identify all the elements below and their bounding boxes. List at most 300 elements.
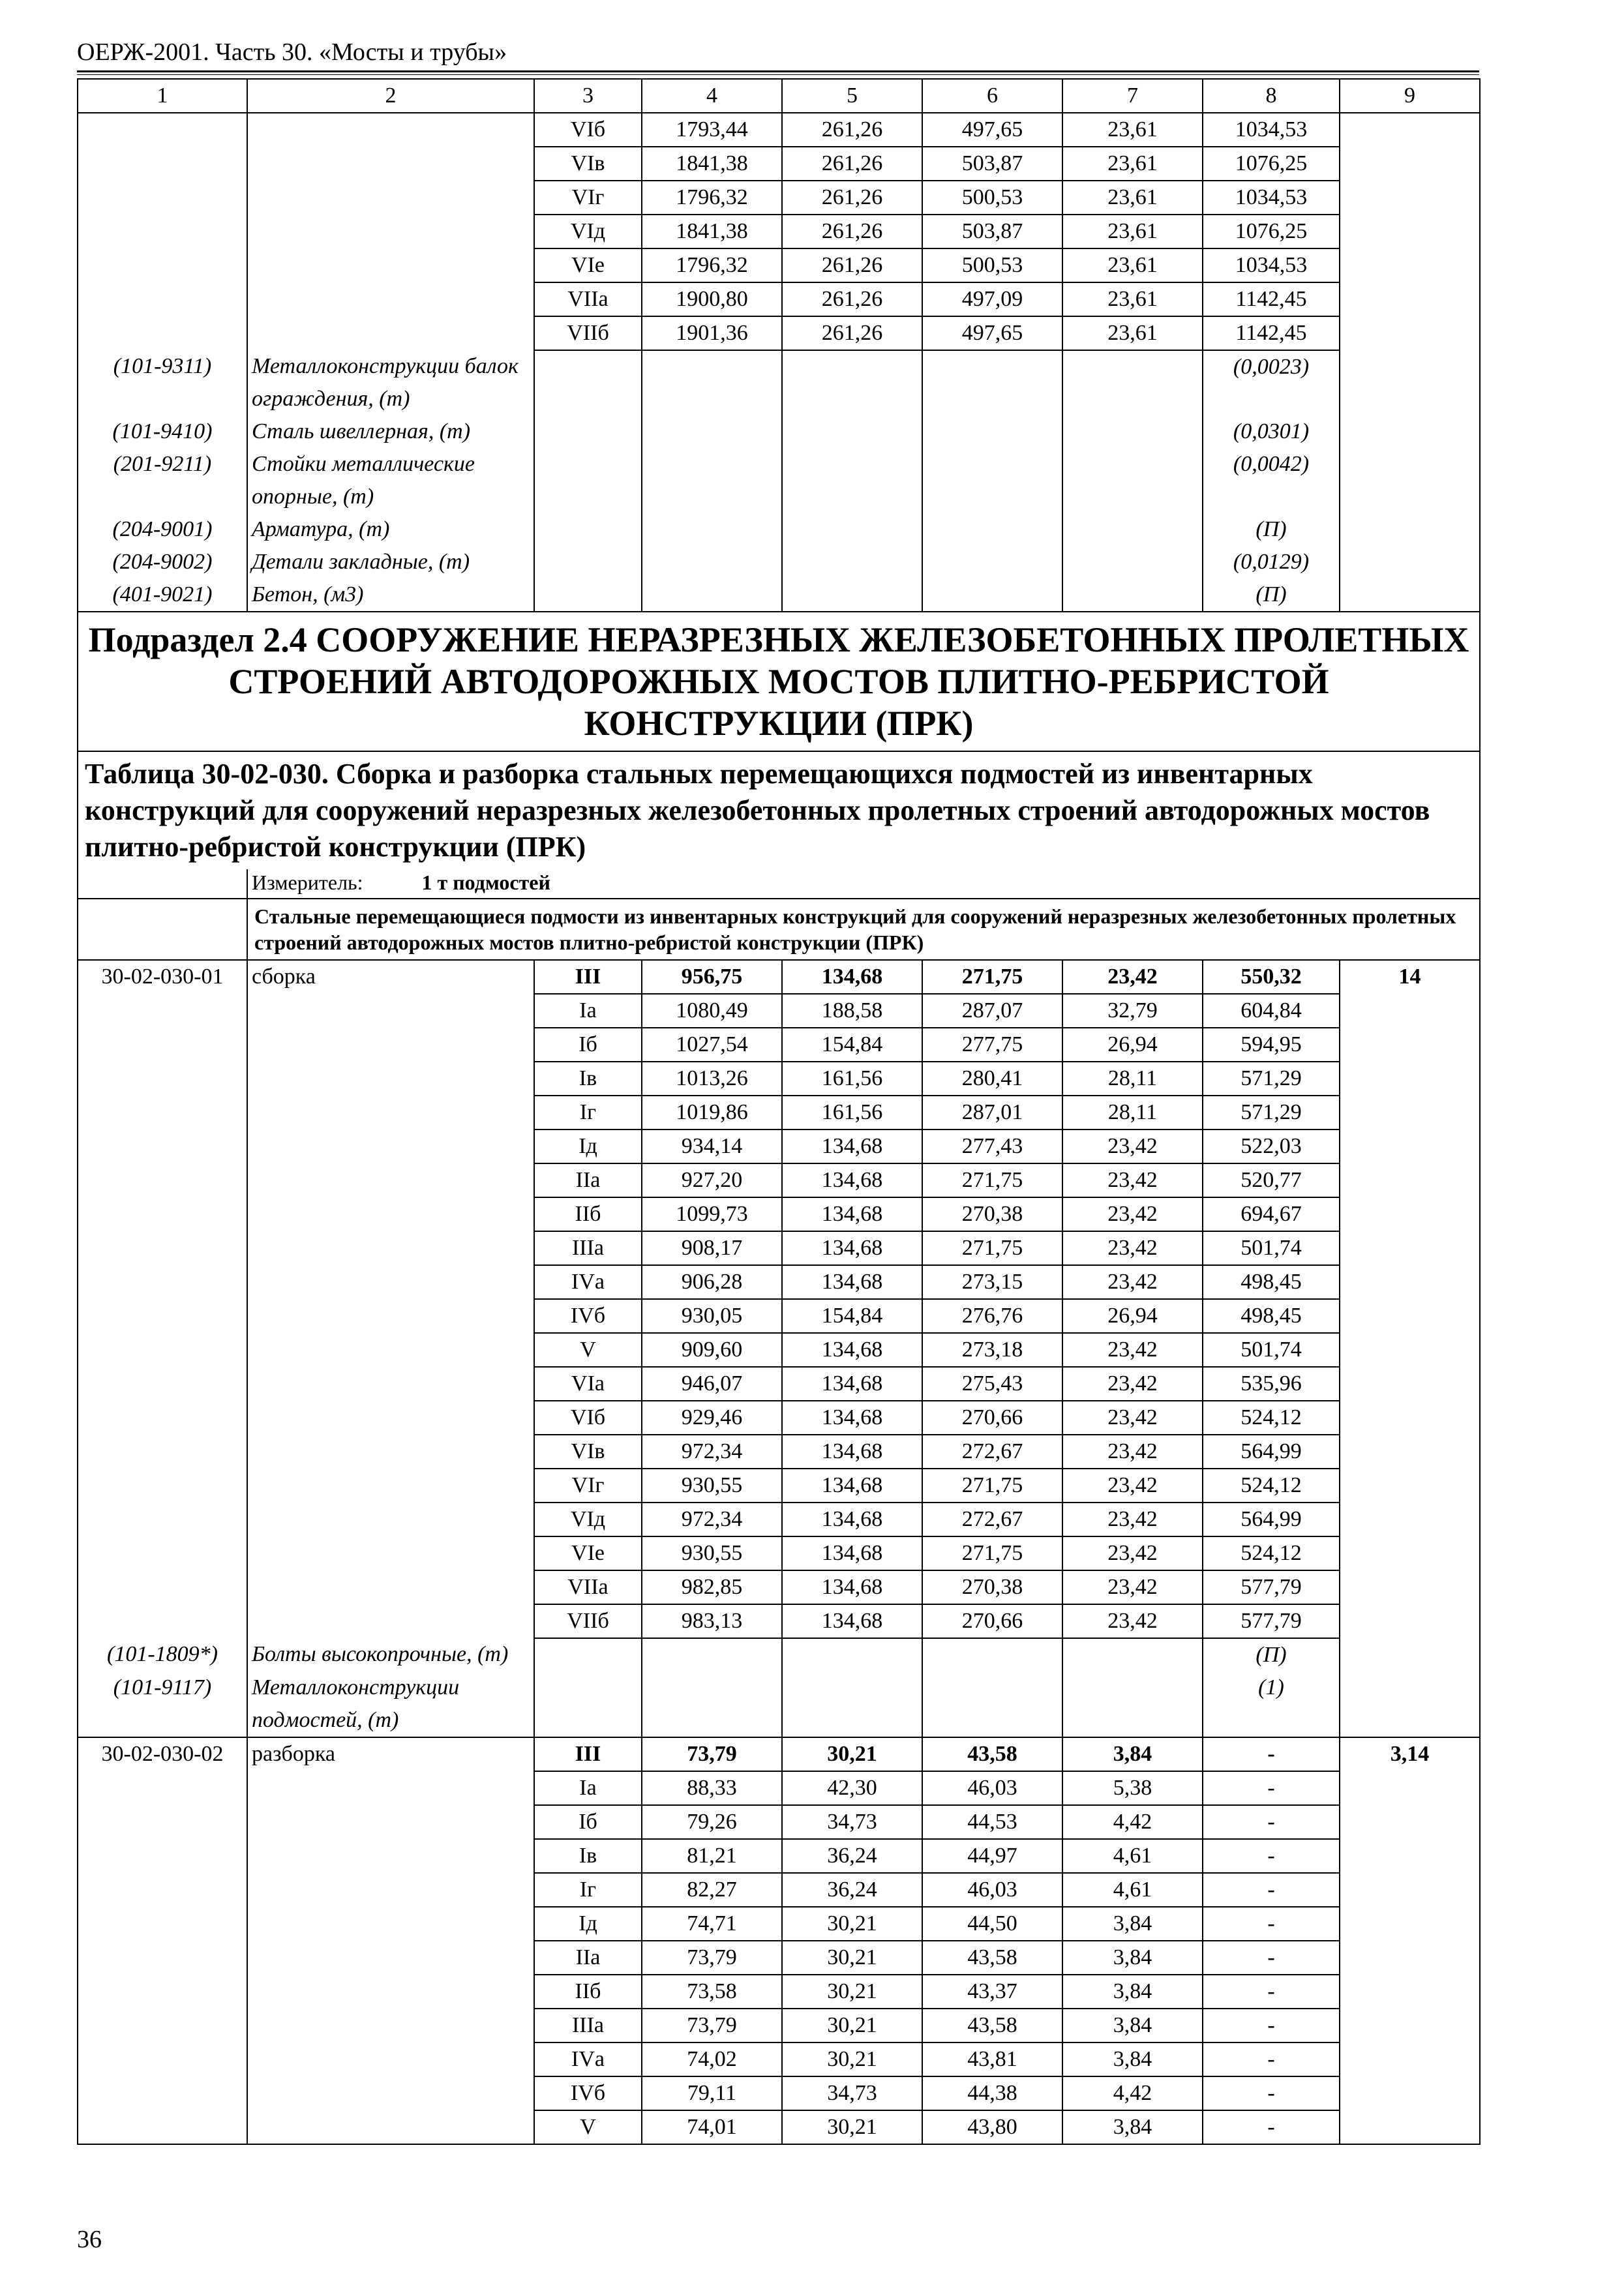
norm-value: 23,61	[1062, 215, 1203, 248]
col9-value	[1340, 1163, 1480, 1197]
norm-value: 272,67	[922, 1435, 1062, 1469]
table-row	[78, 1975, 1480, 2009]
item-name	[247, 1163, 534, 1197]
norm-value: 272,67	[922, 1503, 1062, 1536]
item-code	[78, 1333, 247, 1367]
norm-value: 79,26	[642, 1805, 782, 1839]
table-row	[78, 1503, 1480, 1536]
norm-value: 44,50	[922, 1907, 1062, 1941]
zone-code: VIг	[534, 181, 642, 215]
norm-value: 134,68	[782, 1536, 922, 1570]
norm-value: 550,32	[1203, 960, 1340, 994]
empty-cell	[1062, 350, 1203, 415]
table-row	[78, 1570, 1480, 1604]
norm-value: 604,84	[1203, 994, 1340, 1028]
table-row	[78, 1805, 1480, 1839]
norm-value: 270,38	[922, 1570, 1062, 1604]
col9-value	[1340, 1469, 1480, 1503]
col9-value	[1340, 1873, 1480, 1907]
header-rule	[77, 70, 1479, 72]
norm-value: 956,75	[642, 960, 782, 994]
resource-value: (0,0129)	[1203, 546, 1340, 578]
norm-value: 74,01	[642, 2110, 782, 2144]
norm-value: 972,34	[642, 1435, 782, 1469]
running-header: ОЕРЖ-2001. Часть 30. «Мосты и трубы»	[77, 38, 507, 66]
norm-value: 277,43	[922, 1130, 1062, 1163]
empty-cell	[1062, 513, 1203, 546]
norm-value: 43,58	[922, 1941, 1062, 1975]
empty-cell	[1340, 350, 1480, 415]
empty-cell	[1062, 546, 1203, 578]
resource-row	[78, 546, 1480, 578]
empty-cell	[922, 350, 1062, 415]
empty-cell	[1062, 578, 1203, 612]
norm-value: 3,84	[1062, 1907, 1203, 1941]
empty-cell	[922, 415, 1062, 448]
resource-name: Арматура, (т)	[247, 513, 534, 546]
norm-value: -	[1203, 2042, 1340, 2076]
resource-row	[78, 448, 1480, 513]
zone-code: IIб	[534, 1975, 642, 2009]
zone-code: VIв	[534, 1435, 642, 1469]
norm-value: 23,61	[1062, 248, 1203, 282]
col9-value	[1340, 1975, 1480, 2009]
norm-value: 271,75	[922, 1536, 1062, 1570]
zone-code: VIд	[534, 215, 642, 248]
resource-code: (101-9311)	[78, 350, 247, 415]
description: Стальные перемещающиеся подмости из инвентарных конструкций для сооружений неразрезных железобетонных пролетных строений автодорожных мостов плитно-ребристой конструкции (ПРК)	[247, 899, 1480, 960]
col9-value	[1340, 282, 1480, 316]
item-code	[78, 1231, 247, 1265]
meter-label: Измеритель:	[252, 871, 363, 894]
norm-value: 30,21	[782, 1941, 922, 1975]
norm-value: 44,97	[922, 1839, 1062, 1873]
item-code	[78, 2042, 247, 2076]
norm-value: 271,75	[922, 1469, 1062, 1503]
norm-value: 1841,38	[642, 147, 782, 181]
norm-value: -	[1203, 2009, 1340, 2042]
norm-value: 23,42	[1062, 1333, 1203, 1367]
resource-name: Бетон, (м3)	[247, 578, 534, 612]
norm-value: 271,75	[922, 1163, 1062, 1197]
norm-value: 81,21	[642, 1839, 782, 1873]
norm-value: 1034,53	[1203, 113, 1340, 147]
item-name	[247, 1367, 534, 1401]
empty-cell	[534, 350, 642, 415]
item-name	[247, 2042, 534, 2076]
item-code	[78, 1839, 247, 1873]
norm-value: 134,68	[782, 960, 922, 994]
table-row	[78, 282, 1480, 316]
empty-cell	[1062, 1671, 1203, 1737]
norm-value: 23,42	[1062, 1435, 1203, 1469]
norm-value: 23,61	[1062, 181, 1203, 215]
table-row	[78, 1737, 1480, 1771]
table-row	[78, 2042, 1480, 2076]
item-code	[78, 1197, 247, 1231]
norm-value: 1841,38	[642, 215, 782, 248]
empty-cell	[534, 546, 642, 578]
column-number: 1	[78, 79, 247, 113]
table-row	[78, 1873, 1480, 1907]
table-row	[78, 181, 1480, 215]
norm-value: -	[1203, 1805, 1340, 1839]
norm-value: 23,42	[1062, 1469, 1203, 1503]
zone-code: Iв	[534, 1062, 642, 1096]
empty-cell	[642, 448, 782, 513]
norm-value: 23,61	[1062, 316, 1203, 350]
norm-value: 4,61	[1062, 1873, 1203, 1907]
item-name	[247, 215, 534, 248]
item-code	[78, 1401, 247, 1435]
norm-value: 134,68	[782, 1469, 922, 1503]
item-code	[78, 316, 247, 350]
norm-value: 500,53	[922, 181, 1062, 215]
norm-value: 36,24	[782, 1873, 922, 1907]
empty-cell	[534, 513, 642, 546]
norm-value: 1027,54	[642, 1028, 782, 1062]
norm-value: 276,76	[922, 1299, 1062, 1333]
item-code	[78, 1469, 247, 1503]
norm-value: 930,55	[642, 1469, 782, 1503]
item-code	[78, 1604, 247, 1638]
resource-row	[78, 1638, 1480, 1671]
norm-value: 946,07	[642, 1367, 782, 1401]
resource-value: (1)	[1203, 1671, 1340, 1737]
table-row	[78, 1231, 1480, 1265]
norm-value: 73,79	[642, 1941, 782, 1975]
col9-value	[1340, 1265, 1480, 1299]
norm-value: 30,21	[782, 1737, 922, 1771]
norm-value: 1142,45	[1203, 316, 1340, 350]
subsection-row	[78, 612, 1480, 751]
col9-value	[1340, 1570, 1480, 1604]
col9-value	[1340, 1604, 1480, 1638]
table-row	[78, 1536, 1480, 1570]
zone-code: VIв	[534, 147, 642, 181]
norm-value: 503,87	[922, 215, 1062, 248]
norm-value: 3,84	[1062, 2009, 1203, 2042]
table-title-row	[78, 751, 1480, 869]
col9-value: 3,14	[1340, 1737, 1480, 1771]
norm-value: 36,24	[782, 1839, 922, 1873]
norm-value: 23,42	[1062, 960, 1203, 994]
item-name	[247, 2076, 534, 2110]
item-name	[247, 1299, 534, 1333]
zone-code: IVа	[534, 2042, 642, 2076]
norm-value: 134,68	[782, 1401, 922, 1435]
resource-row	[78, 415, 1480, 448]
norm-value: 1793,44	[642, 113, 782, 147]
norm-value: 154,84	[782, 1299, 922, 1333]
empty-cell	[782, 448, 922, 513]
empty-cell	[1340, 448, 1480, 513]
item-name	[247, 1907, 534, 1941]
norm-value: 134,68	[782, 1231, 922, 1265]
col9-value	[1340, 1907, 1480, 1941]
norm-value: 23,42	[1062, 1570, 1203, 1604]
table-row	[78, 248, 1480, 282]
table-row	[78, 215, 1480, 248]
norm-value: 564,99	[1203, 1503, 1340, 1536]
norm-value: 934,14	[642, 1130, 782, 1163]
norm-value: 497,09	[922, 282, 1062, 316]
norm-value: 1796,32	[642, 248, 782, 282]
item-code	[78, 1096, 247, 1130]
item-name	[247, 1503, 534, 1536]
norm-value: 23,42	[1062, 1503, 1203, 1536]
col9-value	[1340, 1231, 1480, 1265]
col9-value	[1340, 1536, 1480, 1570]
table-row	[78, 1130, 1480, 1163]
norm-value: 79,11	[642, 2076, 782, 2110]
resource-code: (101-9117)	[78, 1671, 247, 1737]
norm-value: 261,26	[782, 181, 922, 215]
zone-code: Iб	[534, 1805, 642, 1839]
table-row	[78, 1941, 1480, 1975]
norm-value: 270,66	[922, 1604, 1062, 1638]
item-name	[247, 1197, 534, 1231]
norm-value: 3,84	[1062, 2110, 1203, 2144]
item-name: разборка	[247, 1737, 534, 1771]
item-code	[78, 248, 247, 282]
norm-value: 23,42	[1062, 1401, 1203, 1435]
item-code	[78, 1873, 247, 1907]
empty-cell	[922, 578, 1062, 612]
resource-code: (201-9211)	[78, 448, 247, 513]
norm-value: 23,42	[1062, 1265, 1203, 1299]
norm-value: 261,26	[782, 282, 922, 316]
column-number: 5	[782, 79, 922, 113]
item-name	[247, 1570, 534, 1604]
norm-value: 694,67	[1203, 1197, 1340, 1231]
norm-value: -	[1203, 1839, 1340, 1873]
table-row	[78, 1401, 1480, 1435]
norm-value: 972,34	[642, 1503, 782, 1536]
col9-value	[1340, 1839, 1480, 1873]
empty-cell	[642, 1638, 782, 1671]
norm-value: 983,13	[642, 1604, 782, 1638]
norm-value: 23,61	[1062, 113, 1203, 147]
item-name	[247, 1536, 534, 1570]
item-code	[78, 1435, 247, 1469]
norm-value: -	[1203, 1771, 1340, 1805]
zone-code: III	[534, 1737, 642, 1771]
norm-value: -	[1203, 2110, 1340, 2144]
resource-name: Детали закладные, (т)	[247, 546, 534, 578]
col9-value	[1340, 1771, 1480, 1805]
item-name	[247, 282, 534, 316]
norm-value: 134,68	[782, 1163, 922, 1197]
norm-value: 571,29	[1203, 1062, 1340, 1096]
item-code	[78, 1062, 247, 1096]
norm-value: 930,05	[642, 1299, 782, 1333]
norm-value: 571,29	[1203, 1096, 1340, 1130]
col9-value	[1340, 1401, 1480, 1435]
item-code	[78, 1536, 247, 1570]
norm-value: 1080,49	[642, 994, 782, 1028]
description-row	[78, 899, 1480, 960]
meter-row	[78, 869, 1480, 899]
norm-value: 1901,36	[642, 316, 782, 350]
item-code	[78, 1265, 247, 1299]
zone-code: III	[534, 960, 642, 994]
norm-value: 134,68	[782, 1570, 922, 1604]
table-row	[78, 1096, 1480, 1130]
zone-code: Iд	[534, 1907, 642, 1941]
norm-value: 73,79	[642, 2009, 782, 2042]
col9-value	[1340, 1096, 1480, 1130]
zone-code: IIIа	[534, 2009, 642, 2042]
norm-value: 1013,26	[642, 1062, 782, 1096]
zone-code: IIа	[534, 1941, 642, 1975]
item-name	[247, 316, 534, 350]
norm-value: 535,96	[1203, 1367, 1340, 1401]
norm-value: -	[1203, 1941, 1340, 1975]
item-name	[247, 1231, 534, 1265]
norm-value: 73,79	[642, 1737, 782, 1771]
empty-cell	[1062, 1638, 1203, 1671]
zone-code: IIб	[534, 1197, 642, 1231]
norm-value: -	[1203, 1737, 1340, 1771]
empty-cell	[922, 546, 1062, 578]
item-name	[247, 2009, 534, 2042]
norm-value: 23,42	[1062, 1163, 1203, 1197]
header-rule-thin	[77, 74, 1479, 75]
table-row	[78, 1604, 1480, 1638]
norm-value: 43,37	[922, 1975, 1062, 2009]
item-code	[78, 1130, 247, 1163]
col9-value	[1340, 1941, 1480, 1975]
norm-value: 261,26	[782, 215, 922, 248]
zone-code: VIе	[534, 248, 642, 282]
norm-value: 930,55	[642, 1536, 782, 1570]
norm-value: 270,38	[922, 1197, 1062, 1231]
norm-value: 74,02	[642, 2042, 782, 2076]
column-number: 6	[922, 79, 1062, 113]
zone-code: Iд	[534, 1130, 642, 1163]
item-name	[247, 1839, 534, 1873]
item-code	[78, 1771, 247, 1805]
norm-value: 34,73	[782, 1805, 922, 1839]
norm-value: 134,68	[782, 1367, 922, 1401]
col9-value	[1340, 1028, 1480, 1062]
col9-value	[1340, 316, 1480, 350]
empty-cell	[1340, 415, 1480, 448]
norm-value: 134,68	[782, 1604, 922, 1638]
subsection-title: Подраздел 2.4 СООРУЖЕНИЕ НЕРАЗРЕЗНЫХ ЖЕЛЕЗОБЕТОННЫХ ПРОЛЕТНЫХ СТРОЕНИЙ АВТОДОРОЖНЫХ МОСТОВ ПЛИТНО-РЕБРИСТОЙ КОНСТРУКЦИИ (ПРК)	[78, 612, 1480, 751]
norm-value: 270,66	[922, 1401, 1062, 1435]
column-number: 4	[642, 79, 782, 113]
norm-value: 46,03	[922, 1771, 1062, 1805]
norm-value: 524,12	[1203, 1401, 1340, 1435]
norm-value: 134,68	[782, 1435, 922, 1469]
column-number-row	[78, 79, 1480, 113]
norm-value: 134,68	[782, 1503, 922, 1536]
norm-value: 30,21	[782, 2009, 922, 2042]
table-row	[78, 1299, 1480, 1333]
item-name	[247, 1265, 534, 1299]
norm-value: 82,27	[642, 1873, 782, 1907]
norm-value: 43,80	[922, 2110, 1062, 2144]
norm-value: 23,42	[1062, 1367, 1203, 1401]
norm-value: 1076,25	[1203, 215, 1340, 248]
col9-value	[1340, 1299, 1480, 1333]
resource-code: (101-9410)	[78, 415, 247, 448]
norm-value: 261,26	[782, 147, 922, 181]
norm-value: 908,17	[642, 1231, 782, 1265]
norm-value: 23,42	[1062, 1604, 1203, 1638]
zone-code: Iв	[534, 1839, 642, 1873]
item-name	[247, 1401, 534, 1435]
norm-value: 26,94	[1062, 1299, 1203, 1333]
empty-cell	[1340, 1671, 1480, 1737]
empty-cell	[782, 513, 922, 546]
norm-value: 498,45	[1203, 1265, 1340, 1299]
empty-cell	[782, 1671, 922, 1737]
empty-cell	[922, 1638, 1062, 1671]
norm-value: 23,42	[1062, 1231, 1203, 1265]
norm-value: 280,41	[922, 1062, 1062, 1096]
item-code	[78, 113, 247, 147]
item-code	[78, 282, 247, 316]
norm-value: 909,60	[642, 1333, 782, 1367]
norm-value: 1019,86	[642, 1096, 782, 1130]
norm-value: 498,45	[1203, 1299, 1340, 1333]
empty-cell	[534, 415, 642, 448]
item-code	[78, 1028, 247, 1062]
col9-value	[1340, 1197, 1480, 1231]
item-code	[78, 994, 247, 1028]
norm-value: -	[1203, 1873, 1340, 1907]
norm-value: 3,84	[1062, 1975, 1203, 2009]
col9-value	[1340, 1062, 1480, 1096]
norm-value: 73,58	[642, 1975, 782, 2009]
resource-value: (П)	[1203, 1638, 1340, 1671]
norm-value: 4,61	[1062, 1839, 1203, 1873]
norm-value: 30,21	[782, 2110, 922, 2144]
table-row	[78, 1907, 1480, 1941]
norm-value: 497,65	[922, 113, 1062, 147]
zone-code: VIIа	[534, 1570, 642, 1604]
column-number: 7	[1062, 79, 1203, 113]
empty-cell	[534, 1638, 642, 1671]
meter-spacer	[78, 869, 247, 899]
col9-value	[1340, 2042, 1480, 2076]
table-row	[78, 1839, 1480, 1873]
col9-value	[1340, 1333, 1480, 1367]
resource-row	[78, 513, 1480, 546]
norm-value: -	[1203, 1907, 1340, 1941]
col9-value	[1340, 113, 1480, 147]
item-name	[247, 1096, 534, 1130]
item-code: 30-02-030-02	[78, 1737, 247, 1771]
item-name	[247, 1435, 534, 1469]
norm-value: 34,73	[782, 2076, 922, 2110]
norm-value: 43,58	[922, 1737, 1062, 1771]
item-code	[78, 1163, 247, 1197]
item-code: 30-02-030-01	[78, 960, 247, 994]
zone-code: VIе	[534, 1536, 642, 1570]
resource-code: (401-9021)	[78, 578, 247, 612]
norm-value: 23,42	[1062, 1536, 1203, 1570]
item-name	[247, 181, 534, 215]
norm-value: 134,68	[782, 1130, 922, 1163]
norm-value: 1034,53	[1203, 181, 1340, 215]
norm-value: 261,26	[782, 316, 922, 350]
norm-value: 28,11	[1062, 1096, 1203, 1130]
page-number: 36	[77, 2226, 102, 2253]
